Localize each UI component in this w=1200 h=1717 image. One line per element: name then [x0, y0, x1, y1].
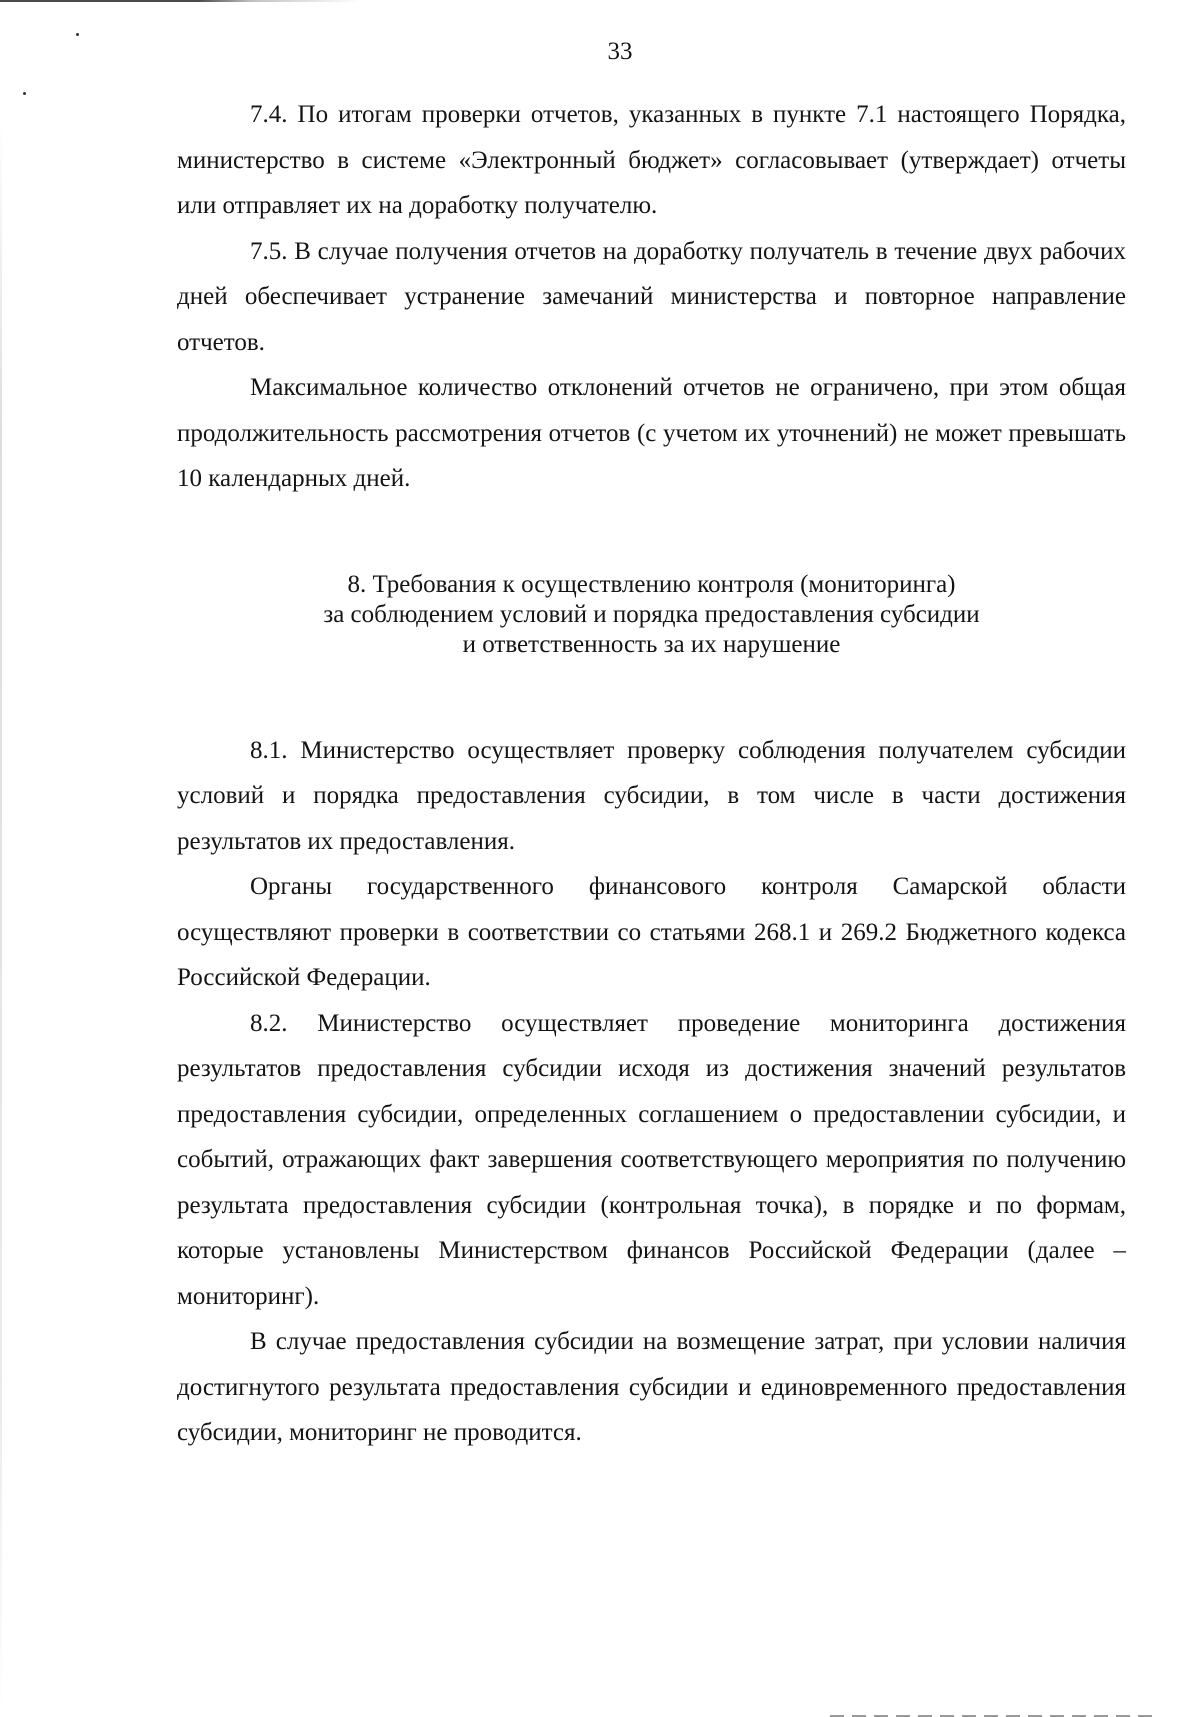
scan-artifact-dot: [76, 33, 79, 36]
section-heading-line: за соблюдением условий и порядка предоставления субсидии: [323, 600, 980, 628]
page-number: 33: [607, 38, 633, 65]
section-heading-line: 8. Требования к осуществлению контроля (мониторинга): [347, 570, 956, 598]
paragraph-max-rejections: Максимальное количество отклонений отчетов не ограничено, при этом общая продолжительность рассмотрения отчетов (с учетом их уточнений) не может превышать 10 календарных дней.: [177, 374, 1126, 492]
scan-artifact-top-line: [0, 0, 360, 2]
scan-artifact-dot: [23, 92, 26, 95]
scan-artifact-left-edge: [0, 120, 2, 1717]
section-8-heading: [177, 570, 1126, 660]
paragraph-cost-reimbursement: В случае предоставления субсидии на возмещение затрат, при условии наличия достигнутого результата предоставления субсидии и единовременного предоставления субсидии, мониторинг не проводится.: [177, 1328, 1126, 1446]
paragraph-8-1: 8.1. Министерство осуществляет проверку соблюдения получателем субсидии условий и порядка предоставления субсидии, в том числе в части достижения результатов их предоставления.: [177, 736, 1126, 855]
paragraph-7-5: 7.5. В случае получения отчетов на доработку получатель в течение двух рабочих дней обеспечивает устранение замечаний министерства и повторное направление отчетов.: [177, 237, 1126, 356]
document-body: [177, 92, 1126, 1456]
section-heading-line: и ответственность за их нарушение: [462, 630, 841, 658]
paragraph-8-2: 8.2. Министерство осуществляет проведение мониторинга достижения результатов предоставления субсидии исходя из достижения значений результатов предоставления субсидии, определенных соглашением о предоставлении субсидии, и событий, отражающих факт завершения соответствующего мероприятия по получению результата предоставления субсидии (контрольная точка), в порядке и по формам, которые установлены Министерством финансов Российской Федерации (далее – мониторинг).: [177, 1009, 1126, 1310]
paragraph-financial-control: Органы государственного финансового контроля Самарской области осуществляют проверки в соответствии со статьями 268.1 и 269.2 Бюджетного кодекса Российской Федерации.: [177, 873, 1126, 991]
paragraph-7-4: 7.4. По итогам проверки отчетов, указанных в пункте 7.1 настоящего Порядка, министерство в системе «Электронный бюджет» согласовывает (утверждает) отчеты или отправляет их на доработку получателю.: [177, 101, 1126, 219]
